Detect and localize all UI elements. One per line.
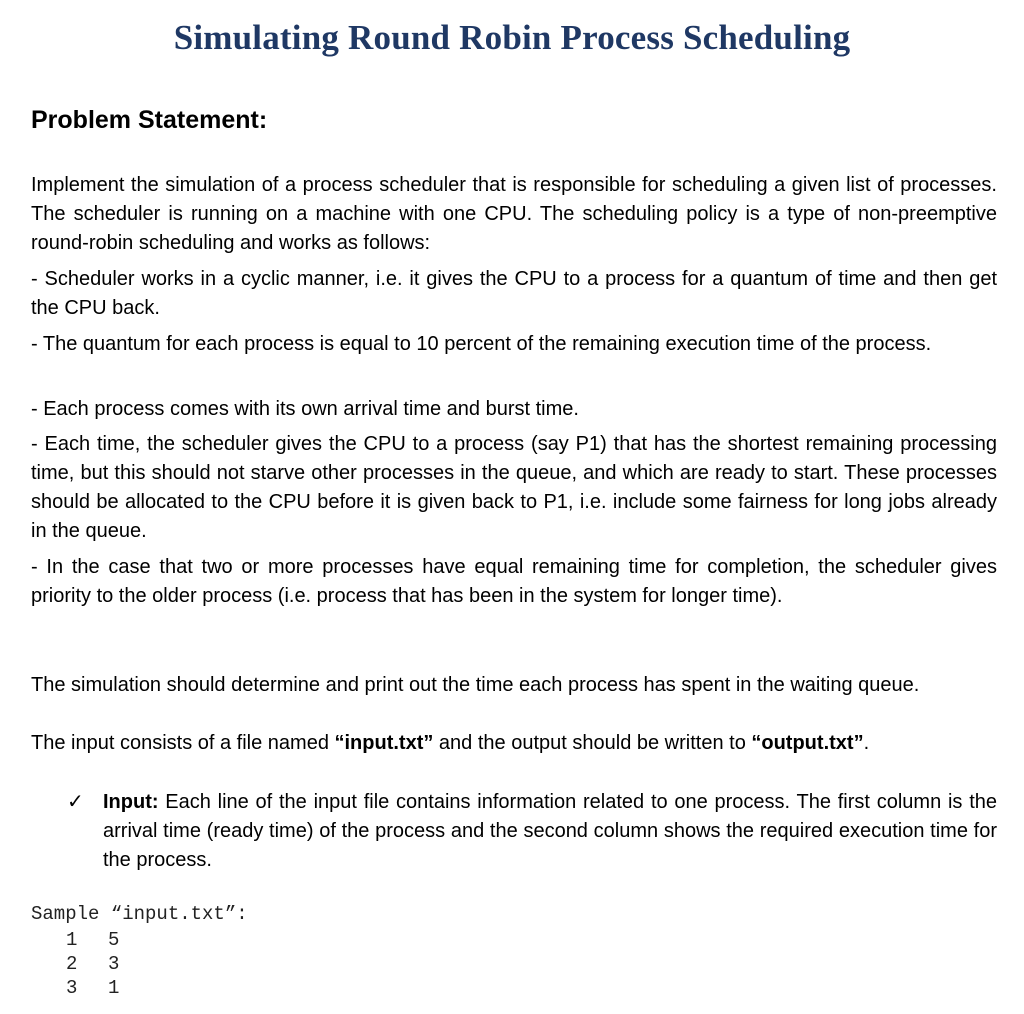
io-text-middle: and the output should be written to — [433, 732, 752, 754]
sample-row — [66, 928, 150, 952]
rule-item-quantum: - The quantum for each process is equal to 10 percent of the remaining execution time of the process. — [31, 333, 932, 355]
sample-arrival-time: 1 — [66, 929, 78, 951]
sample-label: Sample “input.txt”: — [31, 903, 248, 925]
input-description — [103, 788, 997, 875]
section-heading: Problem Statement: — [31, 106, 268, 134]
sample-arrival-time: 3 — [66, 977, 78, 999]
intro-paragraph: Implement the simulation of a process scheduler that is responsible for scheduling a given list of processes. The scheduler is running on a machine with one CPU. The scheduling policy is a type of non-preemptive round-robin scheduling and works as follows: — [31, 174, 997, 254]
simulation-paragraph: The simulation should determine and print out the time each process has spent in the waiting queue. — [31, 674, 920, 696]
document-title: Simulating Round Robin Process Scheduling — [173, 18, 851, 57]
sample-row — [66, 952, 150, 976]
sample-arrival-time: 2 — [66, 953, 78, 975]
io-text-after: . — [863, 732, 870, 754]
sample-burst-time: 5 — [108, 929, 120, 951]
sample-input-table — [66, 928, 150, 1000]
rule-item-shortest-remaining: - Each time, the scheduler gives the CPU to a process (say P1) that has the shortest remaining processing time, but this should not starve other processes in the queue, and which are ready to start. These processes should be allocated to the CPU before it is given back to P1, i.e. include some fairness for long jobs already in the queue. — [31, 433, 997, 542]
output-filename: “output.txt” — [751, 732, 864, 754]
rule-item-cyclic: - Scheduler works in a cyclic manner, i.e. it gives the CPU to a process for a quantum of time and then get the CPU back. — [31, 268, 997, 319]
rule-item-tie-break: - In the case that two or more processes have equal remaining time for completion, the scheduler gives priority to the older process (i.e. process that has been in the system for longer time). — [31, 556, 997, 607]
io-paragraph — [31, 729, 997, 758]
checkmark-icon: ✓ — [67, 791, 84, 813]
rule-item-arrival: - Each process comes with its own arrival time and burst time. — [31, 398, 579, 420]
sample-burst-time: 3 — [108, 953, 120, 975]
sample-row — [66, 976, 150, 1000]
sample-burst-time: 1 — [108, 977, 120, 999]
input-label: Input: — [103, 791, 159, 813]
input-description-text: Each line of the input file contains information related to one process. The first column is the arrival time (ready time) of the process and the second column shows the required execution time for the process. — [103, 791, 997, 871]
input-filename: “input.txt” — [334, 732, 434, 754]
io-text-before: The input consists of a file named — [31, 732, 335, 754]
